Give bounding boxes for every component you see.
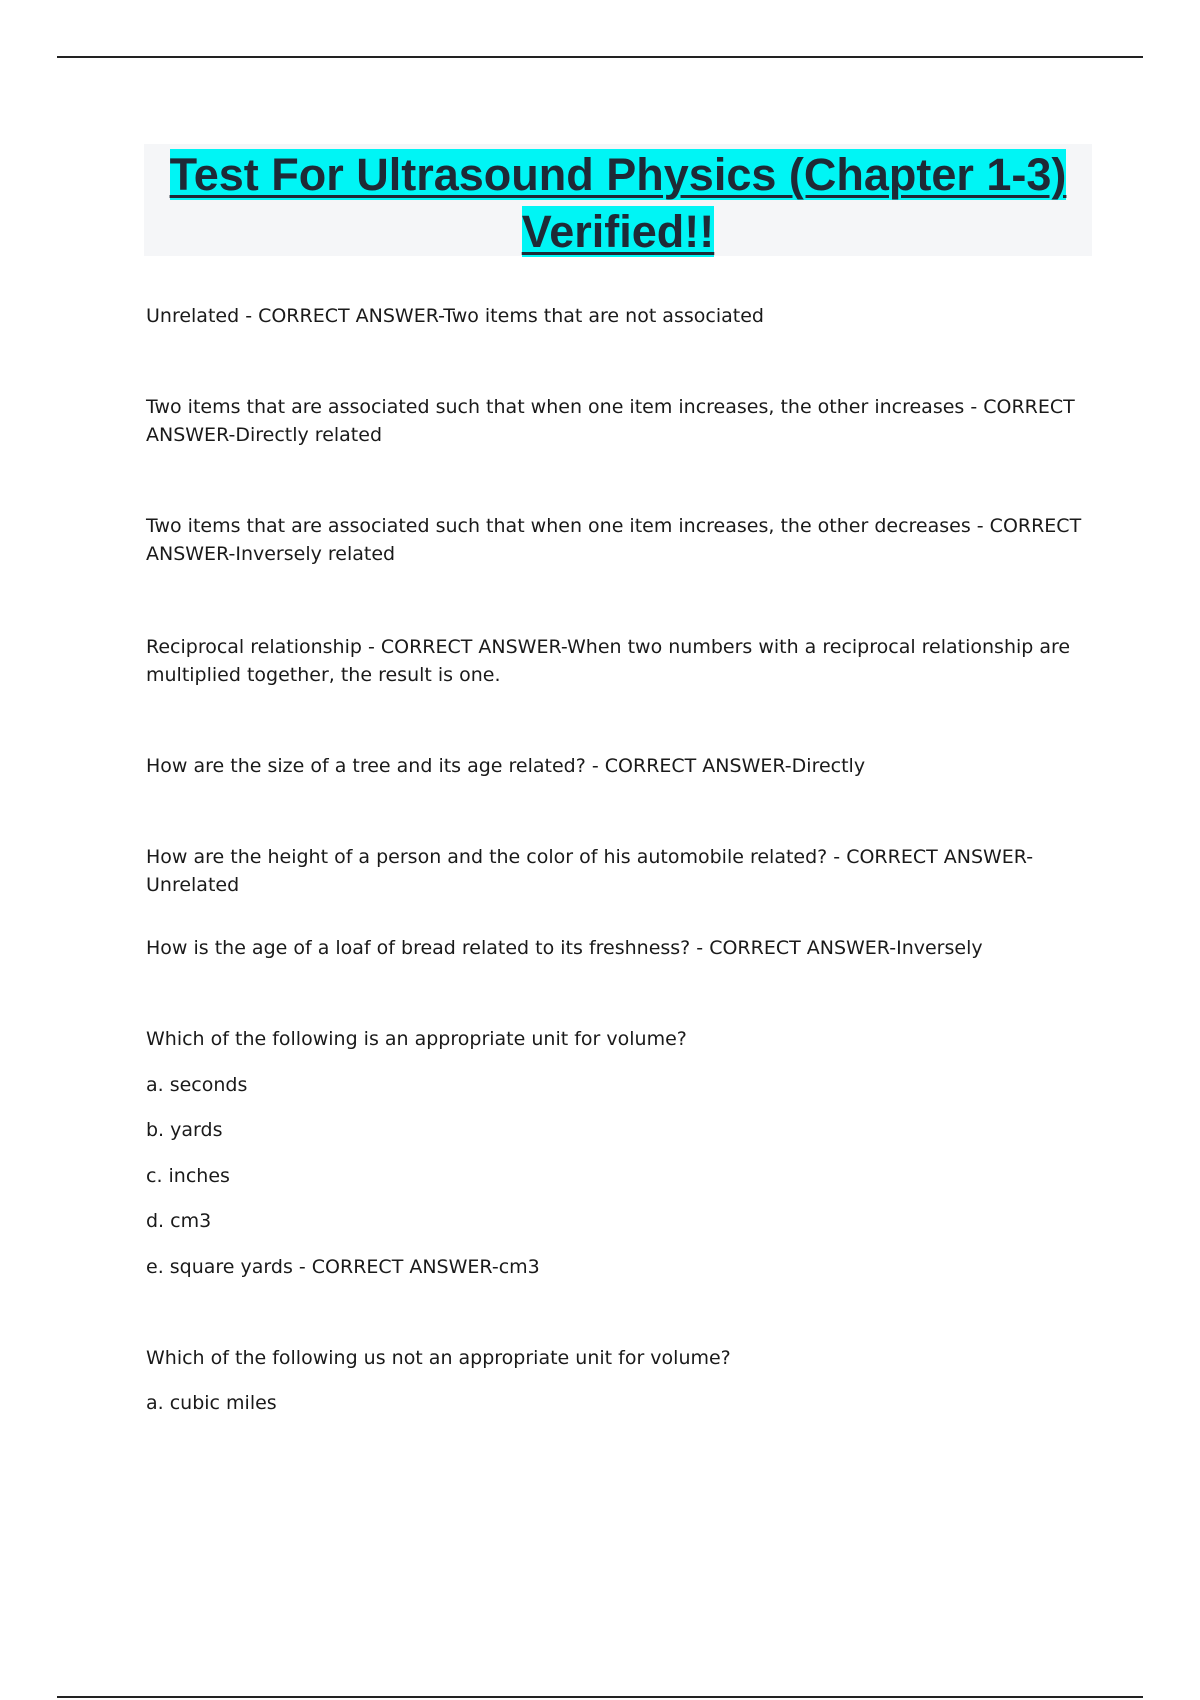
answer-option: c. inches — [146, 1165, 230, 1187]
qa-entry: How are the size of a tree and its age related? - CORRECT ANSWER-Directly — [146, 755, 866, 777]
top-divider — [57, 56, 1143, 58]
answer-option: a. seconds — [146, 1074, 248, 1096]
document-title-text: Test For Ultrasound Physics (Chapter 1-3) Verified!! — [169, 149, 1067, 257]
title-box — [144, 144, 1092, 256]
document-title — [144, 144, 1092, 260]
qa-entry: Unrelated - CORRECT ANSWER-Two items that are not associated — [146, 305, 764, 327]
question-text: Which of the following is an appropriate unit for volume? — [146, 1028, 687, 1050]
qa-entry: Two items that are associated such that when one item increases, the other increases - CORRECT ANSWER-Directly related — [146, 396, 1075, 446]
qa-entry: How are the height of a person and the color of his automobile related? - CORRECT ANSWER-Unrelated — [146, 846, 1034, 896]
answer-option: a. cubic miles — [146, 1392, 277, 1414]
answer-option: b. yards — [146, 1119, 223, 1141]
qa-entry: Two items that are associated such that when one item increases, the other decreases - CORRECT ANSWER-Inversely related — [146, 515, 1082, 565]
question-text: Which of the following us not an appropriate unit for volume? — [146, 1347, 731, 1369]
answer-option: e. square yards - CORRECT ANSWER-cm3 — [146, 1256, 540, 1278]
qa-entry: How is the age of a loaf of bread related to its freshness? - CORRECT ANSWER-Inversely — [146, 937, 983, 959]
qa-entry: Reciprocal relationship - CORRECT ANSWER-When two numbers with a reciprocal relationship are multiplied together, the result is one. — [146, 636, 1071, 686]
answer-option: d. cm3 — [146, 1210, 212, 1232]
bottom-divider — [57, 1696, 1143, 1698]
